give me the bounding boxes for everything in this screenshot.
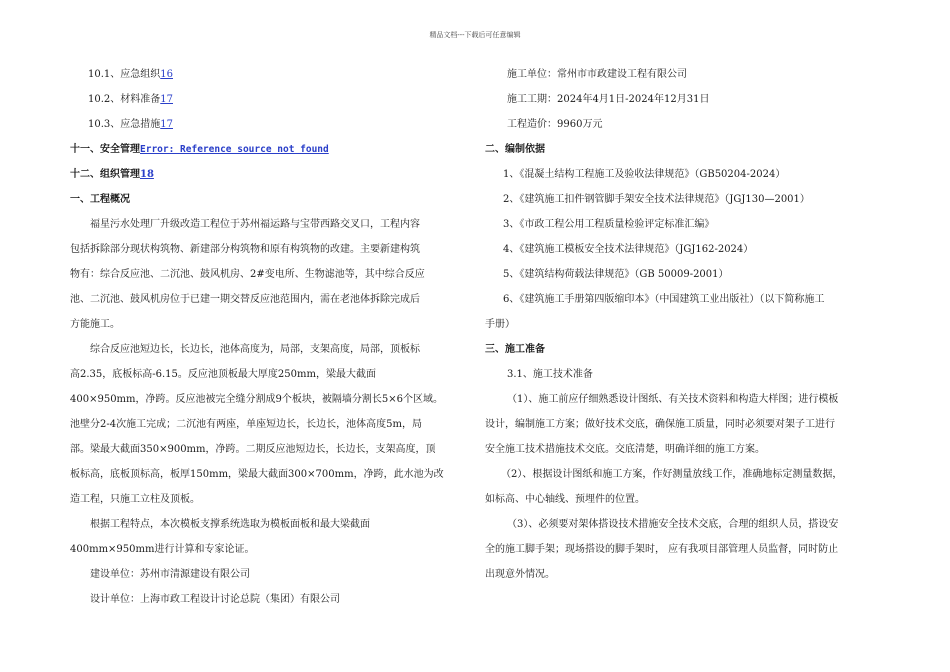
toc-label: 10.2、材料准备 bbox=[88, 94, 161, 105]
page-header: 精品文档---下载后可任意编辑 bbox=[429, 31, 521, 39]
toc-page[interactable]: 16 bbox=[160, 69, 173, 80]
toc-label: 十二、组织管理 bbox=[70, 169, 140, 180]
basis-item: 手册） bbox=[485, 319, 515, 330]
paragraph-line: 综合反应池短边长，长边长，池体高度为，局部，支架高度，局部，顶板标 bbox=[90, 344, 420, 355]
paragraph-line: 福星污水处理厂升级改造工程位于苏州福运路与宝带西路交叉口，工程内容 bbox=[90, 219, 420, 230]
paragraph-line: 出现意外情况。 bbox=[485, 569, 555, 580]
basis-item: 2、《建筑施工扣件钢管脚手架安全技术法律规范》（JGJ130—2001） bbox=[503, 194, 810, 205]
paragraph-line: 板标高，底板顶标高，板厚150mm，梁最大截面300×700mm，净跨，此水池为改 bbox=[70, 469, 444, 480]
paragraph-line: 400mm×950mm进行计算和专家论证。 bbox=[70, 544, 255, 555]
paragraph-line: 安全施工技术措施技术交底。交底清楚，明确详细的施工方案。 bbox=[485, 444, 765, 455]
paragraph-line: 全的施工脚手架；现场搭设的脚手架时， 应有我项目部管理人员监督，同时防止 bbox=[485, 544, 839, 555]
paragraph-line: 根据工程特点，本次模板支撑系统选取为模板面板和最大梁截面 bbox=[90, 519, 370, 530]
toc-item[interactable] bbox=[88, 93, 173, 107]
reference-error[interactable]: Error: Reference source not found bbox=[140, 144, 329, 155]
paragraph-line: 如标高、中心轴线、预埋件的位置。 bbox=[485, 494, 645, 505]
toc-page[interactable]: 17 bbox=[160, 119, 173, 130]
section-title: 二、编制依据 bbox=[485, 144, 545, 155]
toc-label: 10.1、应急组织 bbox=[88, 69, 161, 80]
designer-line: 设计单位：上海市政工程设计讨论总院（集团）有限公司 bbox=[90, 594, 340, 605]
toc-item-safety[interactable] bbox=[70, 143, 329, 157]
period-line: 施工工期：2024年4月1日-2024年12月31日 bbox=[507, 94, 710, 105]
paragraph-line: 包括拆除部分现状构筑物、新建部分构筑物和原有构筑物的改建。主要新建构筑 bbox=[70, 244, 420, 255]
paragraph-line: 部。梁最大截面350×900mm，净跨。二期反应池短边长，长边长，支架高度，顶 bbox=[70, 444, 436, 455]
section-title: 三、施工准备 bbox=[485, 344, 545, 355]
paragraph-line: （3）、必须要对架体搭设技术措施安全技术交底，合理的组织人员，搭设安 bbox=[507, 519, 839, 530]
toc-item-org[interactable] bbox=[70, 168, 154, 182]
paragraph-line: 物有：综合反应池、二沉池、鼓风机房、2#变电所、生物滤池等，其中综合反应 bbox=[70, 269, 425, 280]
paragraph-line: （2）、根据设计图纸和施工方案，作好测量放线工作，准确地标定测量数据， bbox=[501, 469, 843, 480]
paragraph-line: 高2.35，底板标高-6.15。反应池顶板最大厚度250mm，梁最大截面 bbox=[70, 369, 376, 380]
toc-page[interactable]: 18 bbox=[140, 169, 154, 180]
toc-label: 10.3、应急措施 bbox=[88, 119, 161, 130]
toc-item[interactable] bbox=[88, 68, 173, 82]
paragraph-line: 造工程，只施工立柱及顶板。 bbox=[70, 494, 200, 505]
section-title: 一、工程概况 bbox=[70, 194, 130, 205]
basis-item: 4、《建筑施工模板安全技术法律规范》（JGJ162-2024） bbox=[503, 244, 754, 255]
basis-item: 3、《市政工程公用工程质量检验评定标准汇编》 bbox=[503, 219, 715, 230]
cost-line: 工程造价：9960万元 bbox=[507, 119, 603, 130]
paragraph-line: 400×950mm，净跨。反应池被完全缝分割成9个板块，被隔墙分割长5×6个区域。 bbox=[70, 394, 443, 405]
basis-item: 5、《建筑结构荷载法律规范》（GB 50009-2001） bbox=[503, 269, 729, 280]
toc-page[interactable]: 17 bbox=[160, 94, 173, 105]
basis-item: 6、《建筑施工手册第四版缩印本》（中国建筑工业出版社）（以下简称施工 bbox=[503, 294, 825, 305]
paragraph-line: 设计，编制施工方案；做好技术交底，确保施工质量，同时必须要对架子工进行 bbox=[485, 419, 835, 430]
paragraph-line: 方能施工。 bbox=[70, 319, 120, 330]
toc-item[interactable] bbox=[88, 118, 173, 132]
paragraph-line: 池壁分2-4次施工完成；二沉池有两座，单座短边长，长边长，池体高度5m，局 bbox=[70, 419, 422, 430]
paragraph-line: 池、二沉池、鼓风机房位于已建一期交替反应池范围内，需在老池体拆除完成后 bbox=[70, 294, 420, 305]
contractor-line: 施工单位：常州市市政建设工程有限公司 bbox=[507, 69, 687, 80]
toc-label: 十一、安全管理 bbox=[70, 144, 140, 155]
builder-line: 建设单位：苏州市清源建设有限公司 bbox=[90, 569, 250, 580]
basis-item: 1、《混凝土结构工程施工及验收法律规范》（GB50204-2024） bbox=[503, 169, 786, 180]
subsection-title: 3.1、施工技术准备 bbox=[507, 369, 593, 380]
paragraph-line: （1）、施工前应仔细熟悉设计图纸、有关技术资料和构造大样图；进行模板 bbox=[507, 394, 839, 405]
